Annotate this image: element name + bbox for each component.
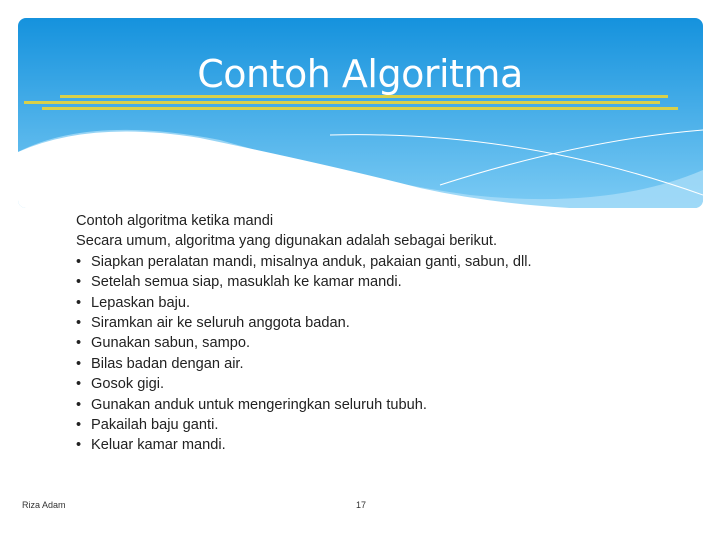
bullet-icon: • <box>76 355 82 372</box>
bullet-item <box>76 395 532 415</box>
bullet-icon: • <box>76 335 82 352</box>
bullet-item <box>76 333 532 353</box>
bullet-icon: • <box>76 294 82 311</box>
bullet-item <box>76 252 532 272</box>
bullet-icon: • <box>76 253 82 270</box>
bullet-item <box>76 272 532 292</box>
bullet-text: Bilas badan dengan air. <box>91 355 244 372</box>
slide-body <box>76 211 532 456</box>
slide-header-banner <box>0 0 720 210</box>
bullet-text: Lepaskan baju. <box>91 294 190 311</box>
footer-author: Riza Adam <box>22 500 66 510</box>
intro-line: Contoh algoritma ketika mandi <box>76 213 274 229</box>
bullet-icon: • <box>76 437 82 454</box>
bullet-item <box>76 313 532 333</box>
bullet-text: Pakailah baju ganti. <box>91 417 219 434</box>
bullet-icon: • <box>76 396 82 413</box>
bullet-icon: • <box>76 274 82 291</box>
bullet-item <box>76 435 532 455</box>
bullet-item <box>76 374 532 394</box>
page-number: 17 <box>356 500 367 510</box>
bullet-text: Keluar kamar mandi. <box>91 437 226 454</box>
bullet-text: Gunakan sabun, sampo. <box>91 335 251 352</box>
bullet-icon: • <box>76 315 82 332</box>
slide-title: Contoh Algoritma <box>197 52 523 96</box>
bullet-text: Gunakan anduk untuk mengeringkan seluruh tubuh. <box>91 396 427 413</box>
bullet-item <box>76 415 532 435</box>
bullet-item <box>76 293 532 313</box>
bullet-icon: • <box>76 417 82 434</box>
bullet-text: Gosok gigi. <box>91 376 165 393</box>
bullet-text: Siapkan peralatan mandi, misalnya anduk, pakaian ganti, sabun, dll. <box>91 253 532 270</box>
intro-line: Secara umum, algoritma yang digunakan adalah sebagai berikut. <box>76 233 498 250</box>
bullet-text: Setelah semua siap, masuklah ke kamar mandi. <box>91 274 402 291</box>
bullet-icon: • <box>76 376 82 393</box>
bullet-item <box>76 354 532 374</box>
bullet-text: Siramkan air ke seluruh anggota badan. <box>91 315 350 332</box>
